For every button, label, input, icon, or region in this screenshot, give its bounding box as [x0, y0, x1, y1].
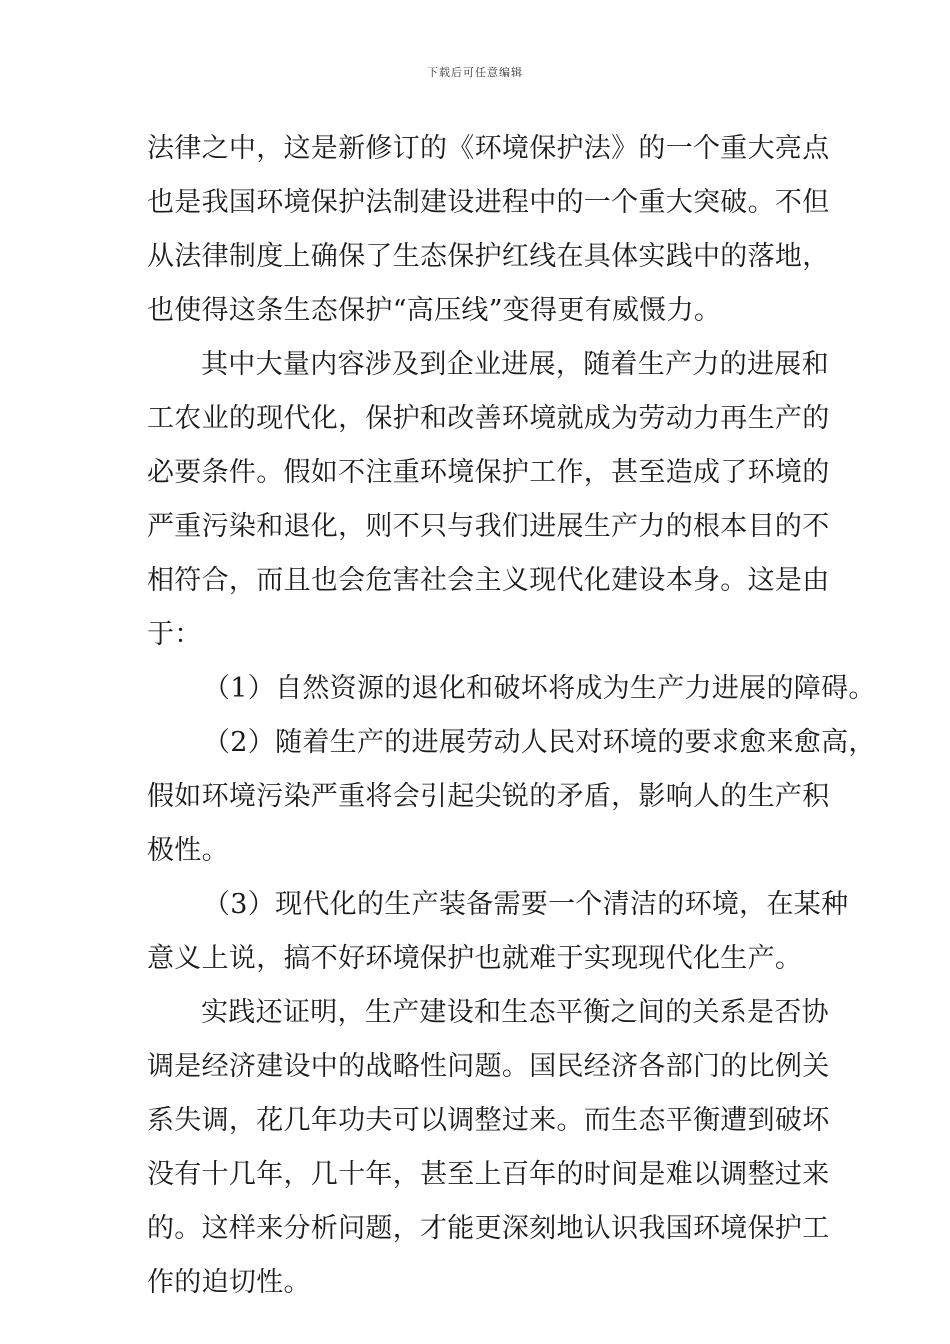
text-line: 实践还证明，生产建设和生态平衡之间的关系是否协 — [201, 997, 829, 1028]
text-line: 意义上说，搞不好环境保护也就难于实现现代化生产。 — [147, 943, 803, 974]
text-line: 相符合，而且也会危害社会主义现代化建设本身。这是由 — [147, 565, 830, 596]
page-header: 下载后可任意编辑 — [427, 66, 523, 79]
document-body — [147, 122, 876, 1310]
text-line: 也是我国环境保护法制建设进程中的一个重大突破。不但 — [147, 187, 830, 218]
paragraph — [147, 986, 837, 1310]
text-line: 没有十几年，几十年，甚至上百年的时间是难以调整过来 — [147, 1159, 830, 1190]
text-line: 严重污染和退化，则不只与我们进展生产力的根本目的不 — [147, 511, 830, 542]
text-line: 其中大量内容涉及到企业进展，随着生产力的进展和 — [201, 349, 829, 380]
paragraph — [147, 338, 837, 662]
text-line: 假如环境污染严重将会引起尖锐的矛盾，影响人的生产积 — [147, 781, 830, 812]
text-line: （1）自然资源的退化和破坏将成为生产力进展的障碍。 — [203, 673, 876, 704]
text-line: 的。这样来分析问题，才能更深刻地认识我国环境保护工 — [147, 1213, 830, 1244]
text-line: 法律之中，这是新修订的《环境保护法》的一个重大亮点 — [147, 133, 830, 164]
list-item — [147, 662, 876, 716]
paragraph — [147, 122, 837, 338]
text-line: 调是经济建设中的战略性问题。国民经济各部门的比例关 — [147, 1051, 830, 1082]
text-line: 系失调，花几年功夫可以调整过来。而生态平衡遭到破坏 — [147, 1105, 830, 1136]
text-line: 工农业的现代化，保护和改善环境就成为劳动力再生产的 — [147, 403, 830, 434]
text-line: （2）随着生产的进展劳动人民对环境的要求愈来愈高， — [203, 727, 876, 758]
text-line: 极性。 — [147, 835, 229, 866]
list-item — [147, 716, 876, 878]
text-line: 作的迫切性。 — [147, 1267, 311, 1298]
text-line: 也使得这条生态保护“高压线”变得更有威慑力。 — [147, 295, 722, 326]
text-line: （3）现代化的生产装备需要一个清洁的环境，在某种 — [203, 889, 849, 920]
text-line: 必要条件。假如不注重环境保护工作，甚至造成了环境的 — [147, 457, 830, 488]
text-line: 从法律制度上确保了生态保护红线在具体实践中的落地， — [147, 241, 830, 272]
list-item — [147, 878, 849, 986]
text-line: 于： — [147, 619, 202, 650]
